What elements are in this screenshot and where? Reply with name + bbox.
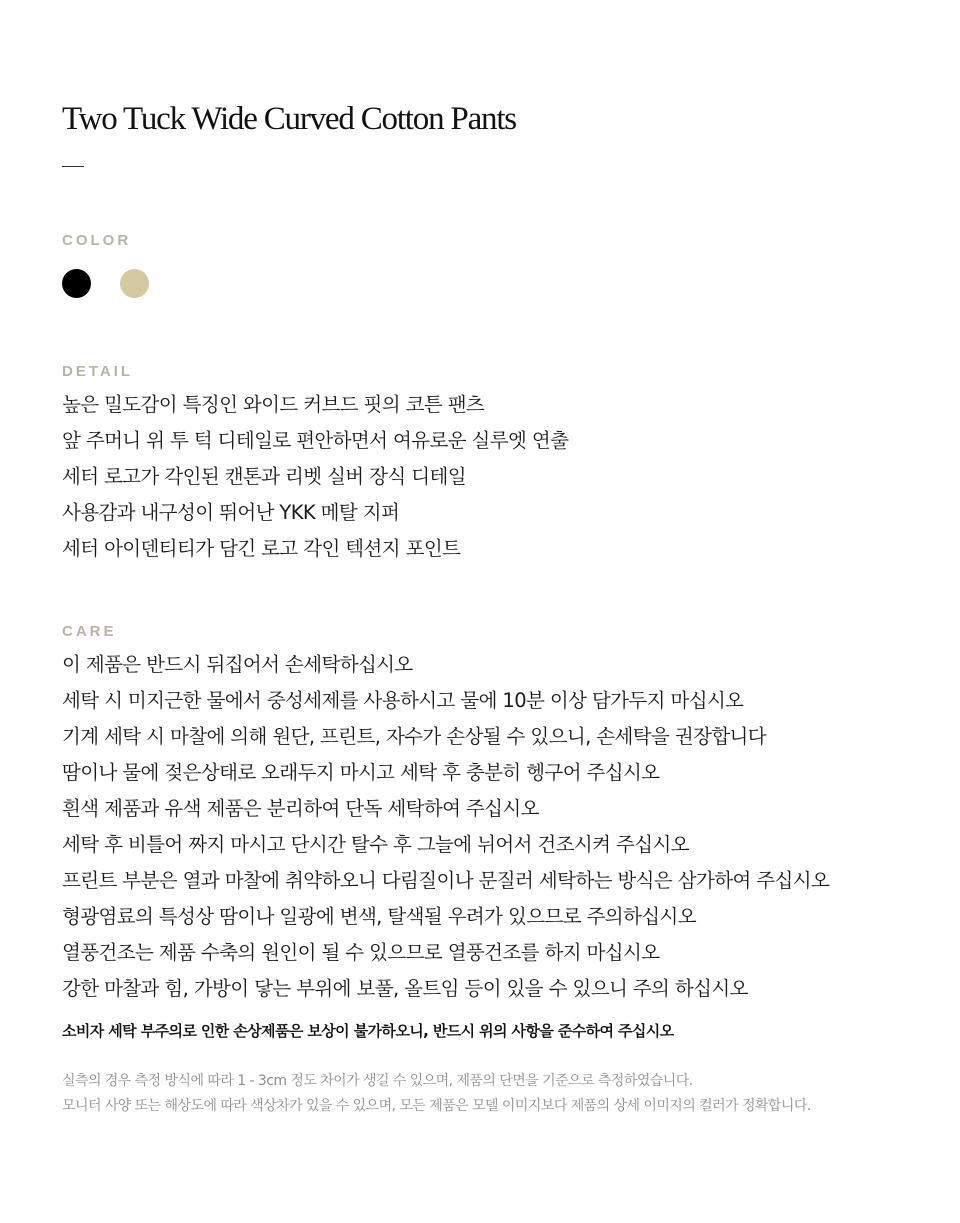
color-swatch-beige[interactable] bbox=[120, 269, 149, 298]
note-item: 모니터 사양 또는 해상도에 따라 색상차가 있을 수 있으며, 모든 제품은 모델 이미지보다 제품의 상세 이미지의 컬러가 정확합니다. bbox=[62, 1098, 811, 1114]
detail-item: 사용감과 내구성이 뛰어난 YKK 메탈 지퍼 bbox=[62, 501, 400, 524]
detail-item: 앞 주머니 위 투 턱 디테일로 편안하면서 여유로운 실루엣 연출 bbox=[62, 429, 569, 452]
care-item: 땀이나 물에 젖은상태로 오래두지 마시고 세탁 후 충분히 헹구어 주십시오 bbox=[62, 761, 660, 784]
care-warning: 소비자 세탁 부주의로 인한 손상제품은 보상이 불가하오니, 반드시 위의 사항을 준수하여 주십시오 bbox=[62, 1022, 674, 1040]
care-item: 기계 세탁 시 마찰에 의해 원단, 프린트, 자수가 손상될 수 있으니, 손세탁을 권장합니다 bbox=[62, 725, 767, 748]
care-item: 이 제품은 반드시 뒤집어서 손세탁하십시오 bbox=[62, 653, 413, 676]
color-section-label: COLOR bbox=[62, 232, 132, 249]
detail-item: 세터 로고가 각인된 캔톤과 리벳 실버 장식 디테일 bbox=[62, 465, 466, 488]
color-swatch-black[interactable] bbox=[62, 269, 91, 298]
care-item: 프린트 부분은 열과 마찰에 취약하오니 다림질이나 문질러 세탁하는 방식은 삼가하여 주십시오 bbox=[62, 869, 830, 892]
detail-item: 세터 아이덴티티가 담긴 로고 각인 텍션지 포인트 bbox=[62, 537, 461, 560]
measurement-notes bbox=[62, 1069, 811, 1119]
detail-section-label: DETAIL bbox=[62, 363, 134, 380]
detail-item: 높은 밀도감이 특징인 와이드 커브드 핏의 코튼 팬츠 bbox=[62, 393, 485, 416]
care-item: 형광염료의 특성상 땀이나 일광에 변색, 탈색될 우려가 있으므로 주의하십시오 bbox=[62, 905, 696, 928]
care-item: 강한 마찰과 힘, 가방이 닿는 부위에 보풀, 올트임 등이 있을 수 있으니 주의 하십시오 bbox=[62, 977, 748, 1000]
color-swatches bbox=[62, 269, 149, 298]
care-item: 세탁 후 비틀어 짜지 마시고 단시간 탈수 후 그늘에 뉘어서 건조시켜 주십시오 bbox=[62, 833, 689, 856]
care-item: 흰색 제품과 유색 제품은 분리하여 단독 세탁하여 주십시오 bbox=[62, 797, 539, 820]
product-title: Two Tuck Wide Curved Cotton Pants bbox=[62, 101, 516, 137]
care-item: 열풍건조는 제품 수축의 원인이 될 수 있으므로 열풍건조를 하지 마십시오 bbox=[62, 941, 660, 964]
title-divider bbox=[62, 166, 84, 167]
note-item: 실측의 경우 측정 방식에 따라 1 - 3cm 정도 차이가 생길 수 있으며, 제품의 단면을 기준으로 측정하였습니다. bbox=[62, 1073, 693, 1089]
detail-list bbox=[62, 387, 568, 567]
care-section-label: CARE bbox=[62, 623, 117, 640]
care-item: 세탁 시 미지근한 물에서 중성세제를 사용하시고 물에 10분 이상 담가두지 마십시오 bbox=[62, 689, 744, 712]
care-list bbox=[62, 647, 829, 1007]
